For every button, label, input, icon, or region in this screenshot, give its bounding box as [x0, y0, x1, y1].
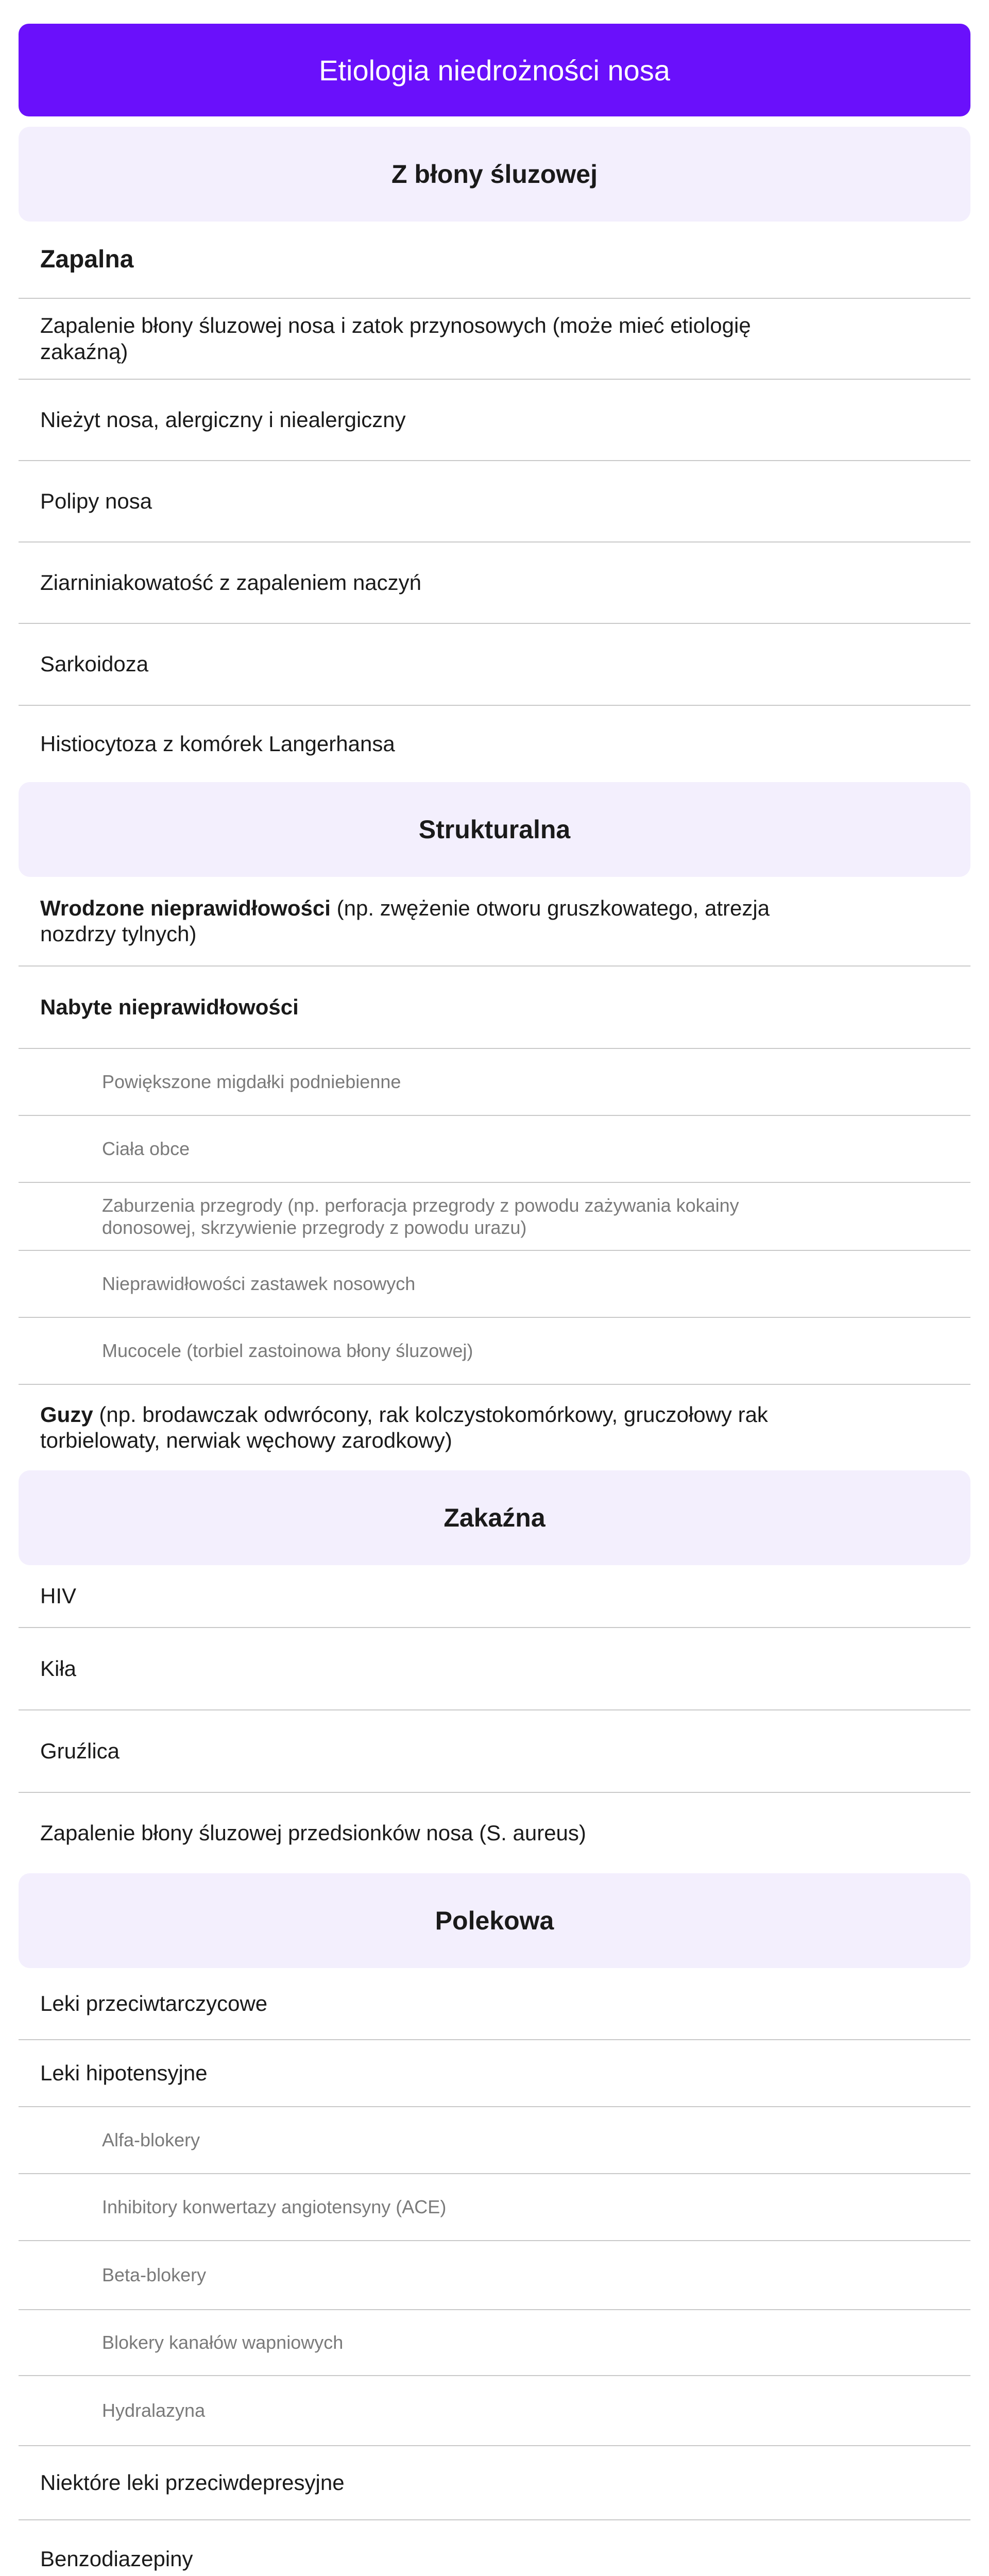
- sub-list-item: Inhibitory konwertazy angiotensyny (ACE): [19, 2174, 970, 2241]
- list-item: Benzodiazepiny: [19, 2520, 970, 2576]
- sub-list-item: Blokery kanałów wapniowych: [19, 2310, 970, 2376]
- sub-list-item: Ciała obce: [19, 1116, 970, 1183]
- list-item: Zapalenie błony śluzowej nosa i zatok przynosowych (może mieć etiologię zakaźną): [19, 299, 970, 380]
- congenital-label: Wrodzone nieprawidłowości: [40, 895, 331, 920]
- section-header-infectious: Zakaźna: [19, 1470, 970, 1565]
- section-header-structural: Strukturalna: [19, 782, 970, 877]
- sub-list-item: Nieprawidłowości zastawek nosowych: [19, 1251, 970, 1318]
- sub-list-item: Beta-blokery: [19, 2241, 970, 2310]
- list-item-congenital: [19, 877, 970, 967]
- tumors-label: Guzy: [40, 1402, 93, 1427]
- list-item: Leki przeciwtarczycowe: [19, 1968, 970, 2040]
- sub-list-item: Hydralazyna: [19, 2376, 970, 2446]
- list-item: Sarkoidoza: [19, 624, 970, 706]
- sub-list-item: Powiększone migdałki podniebienne: [19, 1049, 970, 1116]
- list-item: Leki hipotensyjne: [19, 2040, 970, 2107]
- list-item: HIV: [19, 1565, 970, 1628]
- sub-list-item: Alfa-blokery: [19, 2107, 970, 2174]
- list-item: Ziarniniakowatość z zapaleniem naczyń: [19, 543, 970, 624]
- list-item: Kiła: [19, 1628, 970, 1710]
- list-item: Gruźlica: [19, 1710, 970, 1793]
- list-item: Zapalenie błony śluzowej przedsionków nosa (S. aureus): [40, 1820, 586, 1845]
- list-item: Niektóre leki przeciwdepresyjne: [19, 2446, 970, 2520]
- list-item-tumors: [19, 1385, 970, 1470]
- list-item: Polipy nosa: [19, 461, 970, 543]
- congenital-text: (np. zwężenie otworu gruszkowatego, atrezja nozdrzy tylnych): [40, 895, 770, 946]
- list-item: Histiocytoza z komórek Langerhansa: [40, 731, 395, 756]
- sub-list-item: Zaburzenia przegrody (np. perforacja przegrody z powodu zażywania kokainy donosowej, skrzywienie przegrody z powodu urazu): [19, 1183, 970, 1251]
- tumors-text: (np. brodawczak odwrócony, rak kolczystokomórkowy, gruczołowy rak torbielowaty, nerwiak węchowy zarodkowy): [40, 1402, 768, 1452]
- section-header-drug: Polekowa: [19, 1873, 970, 1968]
- subheading-inflammatory: Zapalna: [19, 222, 970, 299]
- list-item: Nieżyt nosa, alergiczny i niealergiczny: [19, 380, 970, 461]
- subheading-acquired: Nabyte nieprawidłowości: [19, 967, 970, 1049]
- section-header-mucosal: Z błony śluzowej: [19, 127, 970, 222]
- sub-list-item: Mucocele (torbiel zastoinowa błony śluzowej): [19, 1318, 970, 1385]
- page-title: Etiologia niedrożności nosa: [19, 24, 970, 116]
